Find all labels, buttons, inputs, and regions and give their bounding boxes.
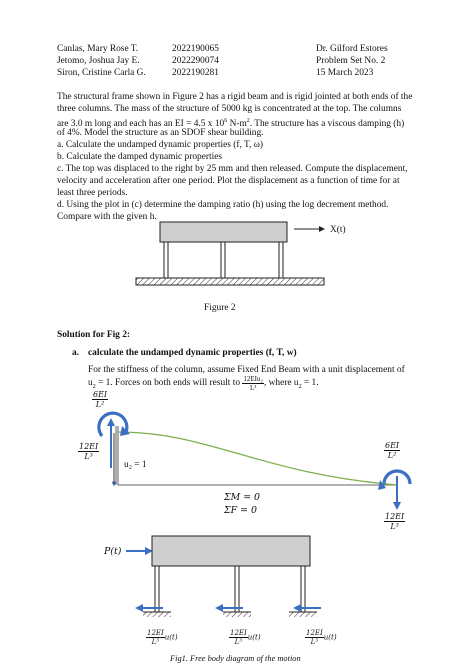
column [221, 242, 225, 278]
frame-figure [130, 218, 360, 294]
mass-block [152, 536, 310, 566]
intro-line: three columns. The mass of the structure of 5000 kg is concentrated at the top. The columns [57, 104, 402, 114]
left-moment-label: $\frac{6EI}{\text{L²}}$ [93, 390, 108, 409]
author-name-3: Siron, Cristine Carla G. [57, 68, 146, 78]
author-id-1: 2022190065 [172, 44, 219, 54]
date: 15 March 2023 [316, 68, 374, 78]
intro-line: The structural frame shown in Figure 2 has a rigid beam and is rigid jointed at both ends of the [57, 92, 413, 102]
intro-line: of 4%. Model the structure as an SDOF shear building. [57, 128, 264, 138]
ground-hatch [136, 278, 324, 285]
question-c: velocity and acceleration after one period. Plot the displacement as a function of time for at [57, 176, 400, 186]
question-b: b. Calculate the damped dynamic properties [57, 152, 223, 162]
reaction-arrow-icon [293, 604, 321, 612]
question-d: d. Using the plot in (c) determine the damping ratio (h) using the log decrement method. [57, 200, 389, 210]
force-label: P(t) [104, 546, 122, 557]
fbd-caption: Fig1. Free body diagram of the motion [170, 654, 301, 663]
column-force-label: $\frac{12EI}{\text{L³}}$ u(t) [230, 629, 261, 646]
author-id-3: 2022190281 [172, 68, 219, 78]
column [164, 242, 168, 278]
stiffness-text: $u_2 = 1$. Forces on both ends will result to $\frac{\text{12EIu₂}}{\text{L³}}$ , where $u_2 = 1$. [88, 375, 319, 392]
left-shear-label: $\frac{12EI}{\text{L³}}$ [79, 442, 99, 461]
question-c: least three periods. [57, 188, 128, 198]
force-equilibrium: ΣF = 0 [224, 505, 257, 516]
rigid-beam [160, 222, 287, 242]
right-shear-label: $\frac{12EI}{\text{L³}}$ [385, 512, 405, 531]
column [223, 566, 251, 617]
part-a-marker: a. [72, 348, 80, 358]
author-name-2: Jetomo, Joshua Jay E. [57, 56, 140, 66]
column [143, 566, 171, 617]
displacement-label: X(t) [330, 225, 346, 235]
unit-displacement-label: u₂ = 1 [124, 460, 147, 470]
question-d: Compare with the given h. [57, 212, 157, 222]
problem-set: Problem Set No. 2 [316, 56, 386, 66]
question-c: c. The top was displaced to the right by 25 mm and then released. Compute the displacement, [57, 164, 408, 174]
stiffness-text: For the stiffness of the column, assume Fixed End Beam with a unit displacement of [88, 365, 405, 375]
column-force-label: $\frac{12EI}{\text{L³}}$ u(t) [147, 629, 178, 646]
column-force-label: $\frac{12EI}{\text{L³}}$ u(t) [306, 629, 337, 646]
arrow-right-icon [294, 226, 325, 232]
force-arrow-icon [126, 547, 153, 555]
intro-line: are 3.0 m long and each has an EI = 4.5 x $10^6$ $N-m^2$. The structure has a viscous damping (h) [57, 118, 405, 130]
instructor: Dr. Gilford Estores [316, 44, 388, 54]
author-id-2: 2022290074 [172, 56, 219, 66]
solution-heading: Solution for Fig 2: [57, 330, 131, 340]
column [279, 242, 283, 278]
deflected-shape [118, 432, 398, 485]
right-moment-label: $\frac{6EI}{\text{L²}}$ [385, 441, 400, 460]
question-a: a. Calculate the undamped dynamic properties (f, T, ω) [57, 140, 264, 150]
author-name-1: Canlas, Mary Rose T. [57, 44, 139, 54]
moment-equilibrium: ΣM = 0 [224, 492, 261, 503]
figure-2-caption: Figure 2 [204, 303, 236, 313]
column [289, 566, 317, 617]
part-a-title: calculate the undamped dynamic properties (f, T, w) [88, 348, 297, 358]
fbd-figure [115, 530, 365, 630]
